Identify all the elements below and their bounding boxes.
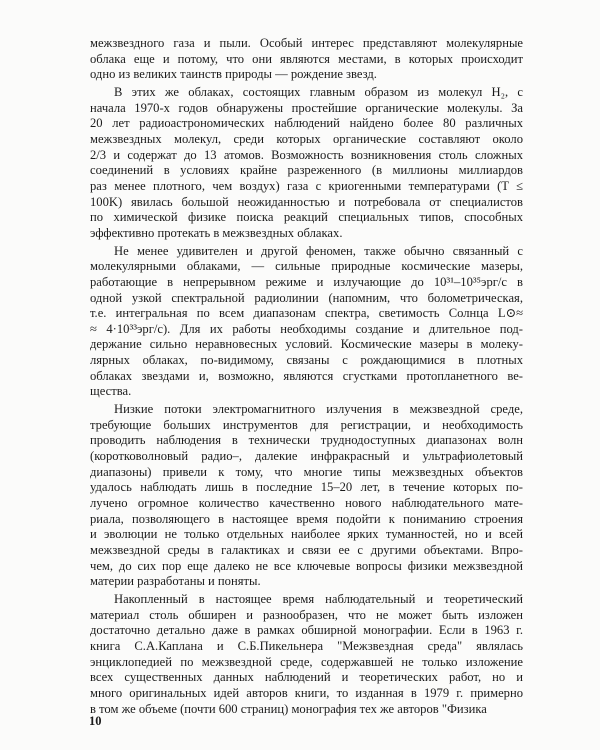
text-line	[90, 592, 523, 608]
text-line	[90, 85, 523, 101]
text-line: и эволюции не только отдельных наиболее ярких туманностей, но и всей	[90, 527, 523, 542]
paragraph	[90, 402, 523, 590]
text-line: ≈ 4·10³³эрг/с). Для их работы необходимы создание и длительное под-	[90, 321, 523, 336]
text-line: материи разработаны и поняты.	[90, 574, 261, 589]
paragraph	[90, 592, 523, 717]
text-line: материал столь обширен и разнообразен, что не может быть изложен	[90, 607, 523, 622]
text-line: в том же объеме (почти 600 страниц) монография тех же авторов "Физика	[90, 701, 487, 716]
text-line: 2/3 и содержат до 13 атомов. Возможность возникновения столь сложных	[90, 147, 523, 162]
text-line: межзвездного газа и пыли. Особый интерес представляют молекулярные	[90, 36, 523, 50]
text-line-content: Низкие потоки электромагнитного излучения в межзвездной среде,	[114, 402, 523, 417]
text-line: 100K) явилась большой неожиданностью и потребовала от специалистов	[90, 194, 523, 209]
text-line: достаточно детально даже в рамках обширной монографии. Если в 1963 г.	[90, 623, 523, 638]
text-line: щества.	[90, 384, 132, 399]
text-line: лучено огромное количество качественно нового наблюдательного мате-	[90, 496, 523, 511]
text-line: чем, до сих пор еще далеко не все ключевые вопросы физики межзвездной	[90, 558, 523, 573]
text-line: межзвездных молекул, среди которых органические составляют около	[90, 131, 523, 146]
text-line: удалось наблюдать лишь в последние 15–20 лет, в течение которых по-	[90, 480, 523, 495]
body-text	[90, 36, 523, 717]
text-line: энциклопедией по межзвездной среде, содержавшей не только изложение	[90, 654, 523, 669]
text-line: работающие в непрерывном режиме и излучающие до 10³¹–10³⁵эрг/с в	[90, 274, 523, 289]
text-line: по химической физике поиска реакций специальных типов, способных	[90, 210, 523, 225]
text-line: 20 лет радиоастрономических наблюдений найдено более 80 различных	[90, 116, 523, 131]
text-line: много оригинальных идей авторов книги, то изданная в 1979 г. примерно	[90, 685, 523, 700]
text-line: т.е. интегральная по всем диапазонам спектра, светимость Солнца L⊙≈	[90, 306, 523, 321]
text-line: межзвездной среды в галактиках и связи ее с другими объектами. Впро-	[90, 543, 523, 557]
page-number: 10	[89, 714, 102, 728]
text-line: начала 1970-х годов обнаружены простейшие органические молекулы. За	[90, 100, 523, 115]
text-line: риала, позволяющего в настоящее время подойти к пониманию строения	[90, 511, 523, 526]
text-line: проводить наблюдения в технически труднодоступных диапазонах волн	[90, 433, 523, 448]
text-line: держание сильно неравновесных условий. Космические мазеры в молеку-	[90, 337, 523, 352]
text-line	[90, 402, 523, 418]
text-line: эффективно протекать в межзвездных облаках.	[90, 225, 343, 240]
text-line: раз менее плотного, чем воздух) газа с криогенными температурами (T ≤	[90, 178, 523, 193]
paragraph	[90, 244, 523, 401]
text-line: облака еще и потому, что они являются местами, в которых происходит	[90, 51, 523, 66]
paragraph	[90, 85, 523, 242]
text-line-content: В этих же облаках, состоящих главным образом из молекул H₂, с	[114, 84, 523, 99]
text-line: (коротковолновый радио–, далекие инфракрасный и ультрафиолетовый	[90, 449, 523, 464]
text-line: молекулярными облаками, — сильные природные космические мазеры,	[90, 259, 523, 274]
text-line-content: Не менее удивителен и другой феномен, также обычно связанный с	[114, 243, 523, 258]
text-line: книга С.А.Каплана и С.Б.Пикельнера "Межзвездная среда" являлась	[90, 638, 523, 653]
text-line: всех существенных данных наблюдений и теоретических работ, но и	[90, 670, 523, 685]
text-line: соединений в условиях крайне разреженного (в миллионы миллиардов	[90, 163, 523, 178]
text-line: облаках звездами и, возможно, являются сгустками протопланетного ве-	[90, 368, 523, 383]
text-line: лярных облаках, по-видимому, связаны с рождающимися в плотных	[90, 353, 523, 368]
text-line: одно из великих таинств природы — рождение звезд.	[90, 67, 377, 82]
text-line: одной узкой спектральной радиолинии (напомним, что болометрическая,	[90, 290, 523, 305]
text-line-content: Накопленный в настоящее время наблюдательный и теоретический	[114, 591, 523, 606]
text-line	[90, 244, 523, 260]
paragraph	[90, 36, 523, 83]
text-line: диапазоны) привели к тому, что многие типы межзвездных объектов	[90, 464, 523, 479]
text-line: требующие больших инструментов для регистрации, и необходимость	[90, 417, 523, 432]
